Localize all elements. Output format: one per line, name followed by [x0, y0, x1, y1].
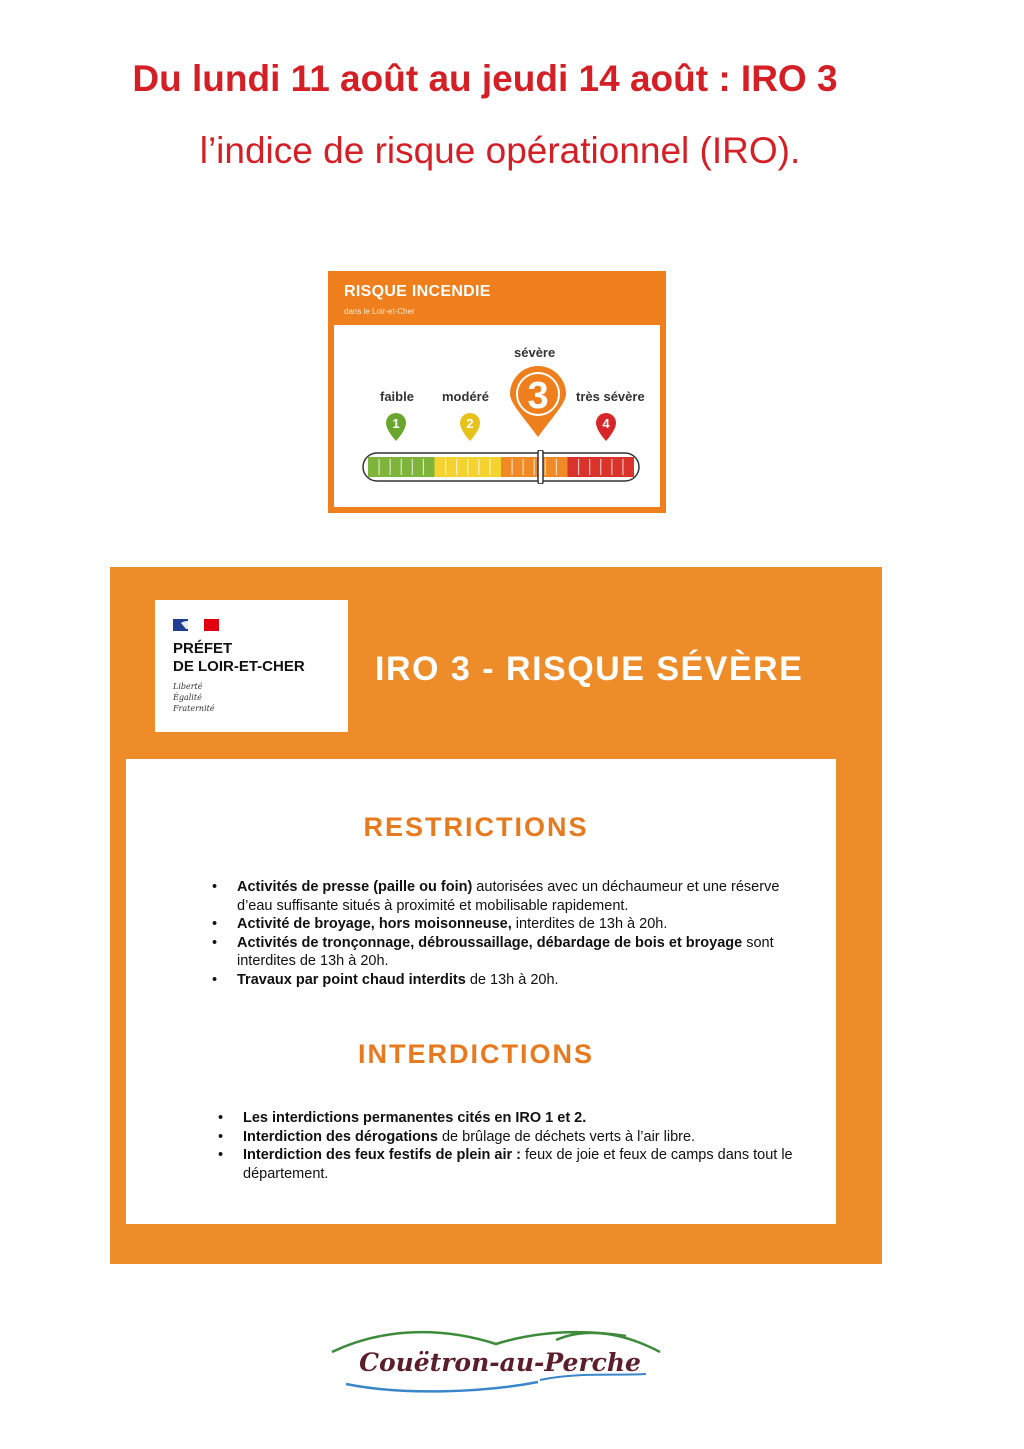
- measures-box: [126, 759, 836, 1224]
- marker-4-number: 4: [602, 416, 610, 431]
- risk-card-body: [334, 325, 660, 507]
- interdictions-title: INTERDICTIONS: [357, 1039, 594, 1069]
- marker-1-number: 1: [392, 416, 400, 431]
- risk-gauge-bar: [362, 450, 640, 484]
- gauge-cursor: [538, 450, 543, 484]
- prefecture-logo: [155, 600, 348, 732]
- marker-1-icon: [386, 413, 406, 441]
- list-item: • Activité de broyage, hors moisonneuse, interdites de 13h à 20h.: [237, 915, 817, 934]
- risk-card: [328, 271, 666, 513]
- restrictions-title: RESTRICTIONS: [363, 812, 589, 842]
- marker-3-icon: [510, 366, 566, 437]
- list-item: • Interdiction des feux festifs de plein air : feux de joie et feux de camps dans tout le département.: [243, 1146, 818, 1183]
- level-label-tres-severe: très sévère: [576, 389, 645, 404]
- prefecture-name-line2: DE LOIR-ET-CHER: [173, 658, 305, 675]
- level-label-faible: faible: [380, 389, 414, 404]
- level-label-modere: modéré: [442, 389, 489, 404]
- list-item: • Activités de presse (paille ou foin) autorisées avec un déchaumeur et une réserve d’eau suffisante situés à proximité et mobilisable rapidement.: [237, 878, 817, 915]
- commune-name: Couëtron-au-Perche: [359, 1348, 641, 1377]
- motto-liberte: Liberté: [173, 682, 203, 691]
- risk-card-title: RISQUE INCENDIE: [344, 283, 491, 300]
- list-item: • Travaux par point chaud interdits de 13h à 20h.: [237, 971, 817, 990]
- headline-subtitle: l’indice de risque opérationnel (IRO).: [199, 130, 801, 171]
- commune-logo: [326, 1322, 666, 1398]
- level-label-severe: sévère: [514, 345, 556, 360]
- list-item: • Les interdictions permanentes cités en IRO 1 et 2.: [243, 1109, 818, 1128]
- restrictions-list: [237, 878, 817, 989]
- prefecture-name-line1: PRÉFET: [173, 640, 233, 657]
- list-item: • Interdiction des dérogations de brûlage de déchets verts à l’air libre.: [243, 1128, 818, 1147]
- marker-4-icon: [596, 413, 616, 441]
- headline-dates: Du lundi 11 août au jeudi 14 août : IRO 3: [132, 58, 838, 99]
- motto-egalite: Égalité: [173, 693, 202, 702]
- list-item: • Activités de tronçonnage, débroussaillage, débardage de bois et broyage sont interdites de 13h à 20h.: [237, 934, 817, 971]
- interdictions-list: [243, 1109, 818, 1183]
- motto-fraternite: Fraternité: [173, 704, 215, 713]
- marker-2-number: 2: [466, 416, 474, 431]
- marianne-flag-icon: [173, 617, 219, 631]
- marker-2-icon: [460, 413, 480, 441]
- marker-3-number: 3: [527, 375, 549, 417]
- iro-panel: [110, 567, 882, 1264]
- risk-card-subtitle: dans le Loir-et-Cher: [344, 307, 415, 316]
- iro-title: IRO 3 - RISQUE SÉVÈRE: [375, 650, 804, 688]
